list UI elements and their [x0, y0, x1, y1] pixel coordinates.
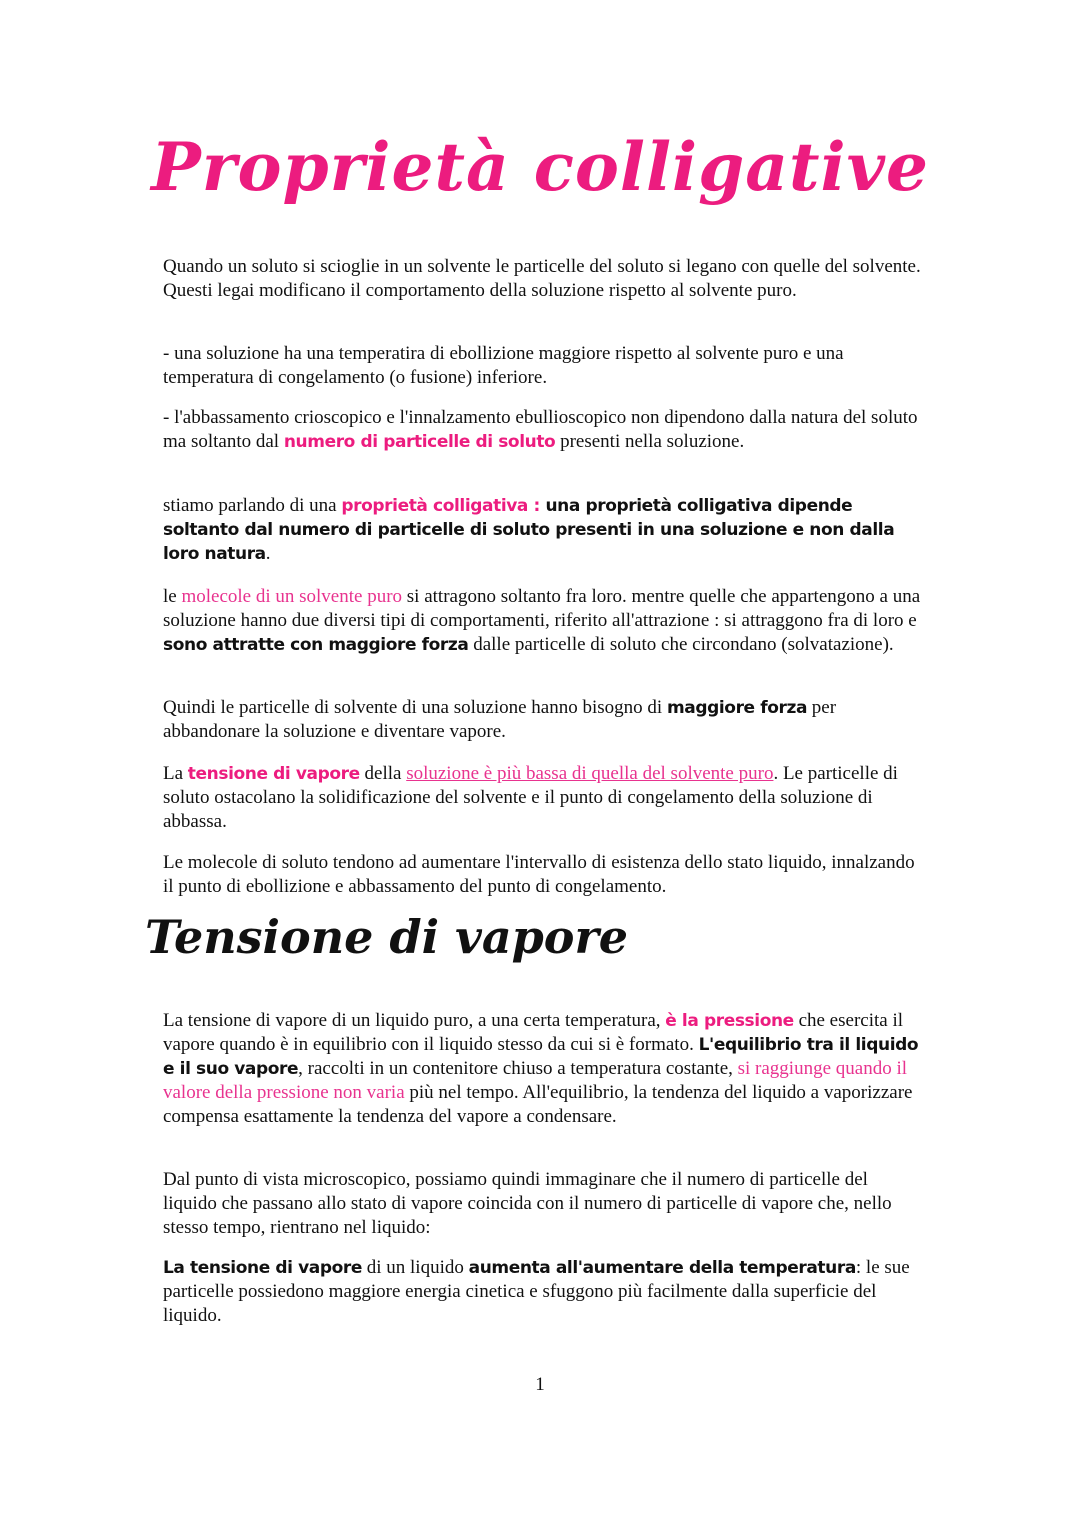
text-segment: Le molecole di soluto tendono ad aumentare l'intervallo di esistenza dello stato liquido, innalzando il punto di ebollizione e abbassamento del punto di congelamento.	[163, 852, 915, 897]
paragraph	[163, 1256, 923, 1328]
text-segment: .	[265, 543, 271, 564]
paragraph	[163, 851, 923, 899]
highlighted-text: L'equilibrio tra il liquido e il suo vapore	[163, 1035, 919, 1079]
text-segment: La tensione di vapore di un liquido puro, a una certa temperatura,	[163, 1010, 666, 1031]
page-number: 1	[535, 1374, 545, 1395]
highlighted-text: proprietà colligativa :	[341, 496, 546, 516]
highlighted-text: aumenta all'aumentare della temperatura	[468, 1258, 856, 1278]
text-segment: Quindi le particelle di solvente di una soluzione hanno bisogno di	[163, 697, 667, 718]
paragraph	[163, 585, 923, 657]
paragraph	[163, 255, 923, 303]
paragraph	[163, 342, 923, 390]
text-segment: che esercita il vapore quando è in equilibrio con il liquido stesso da cui si è formato.	[163, 1010, 903, 1055]
paragraph	[163, 696, 923, 744]
paragraph	[163, 1009, 923, 1129]
text-segment: . Le particelle di soluto ostacolano la solidificazione del solvente e il punto di congelamento della soluzione di abbassa.	[163, 763, 898, 832]
page-title: Proprietà colligative	[151, 128, 929, 206]
text-segment: le	[163, 586, 182, 607]
highlighted-text: si raggiunge quando il valore della pressione non varia	[163, 1058, 908, 1103]
highlighted-text: maggiore forza	[666, 698, 808, 718]
text-segment: della	[359, 763, 407, 784]
text-segment: più nel tempo. All'equilibrio, la tendenza del liquido a vaporizzare compensa esattamente la tendenza del vapore a condensare.	[163, 1082, 913, 1127]
text-segment: - una soluzione ha una temperatira di ebollizione maggiore rispetto al solvente puro e una temperatura di congelamento (o fusione) inferiore.	[163, 343, 844, 388]
text-segment: per abbandonare la soluzione e diventare vapore.	[163, 697, 837, 742]
text-segment: si attragono soltanto fra loro. mentre quelle che appartengono a una soluzione hanno due diversi tipi di comportamenti, riferito all'attrazione : si attraggono fra di loro e	[163, 586, 921, 631]
text-segment: di un liquido	[362, 1257, 469, 1278]
highlighted-text: una proprietà colligativa dipende soltanto dal numero di particelle di soluto presenti in una soluzione e non dalla loro natura	[163, 496, 895, 564]
text-segment: presenti nella soluzione.	[555, 431, 745, 452]
highlighted-text: La tensione di vapore	[163, 1258, 362, 1278]
text-segment: stiamo parlando di una	[163, 495, 342, 516]
highlighted-text: tensione di vapore	[187, 764, 360, 784]
paragraph	[163, 1168, 923, 1240]
text-segment: : le sue particelle possiedono maggiore energia cinetica e sfuggono più facilmente dalla superficie del liquido.	[163, 1257, 910, 1326]
highlighted-text: numero di particelle di soluto	[283, 432, 556, 452]
text-segment: Quando un soluto si scioglie in un solvente le particelle del soluto si legano con quelle del solvente. Questi legai modificano il comportamento della soluzione rispetto al solvente puro.	[163, 256, 921, 301]
text-segment: , raccolti in un contenitore chiuso a temperatura costante,	[298, 1058, 738, 1079]
highlighted-text: sono attratte con maggiore forza	[163, 635, 469, 655]
paragraph	[163, 762, 923, 834]
text-segment: La	[163, 763, 188, 784]
paragraph	[163, 494, 923, 566]
highlighted-text: è la pressione	[665, 1011, 794, 1031]
text-segment: - l'abbassamento crioscopico e l'innalzamento ebullioscopico non dipendono dalla natura del soluto ma soltanto dal	[163, 407, 918, 452]
paragraph	[163, 406, 923, 454]
highlighted-text: molecole di un solvente puro	[181, 586, 403, 607]
highlighted-text: soluzione è più bassa di quella del solvente puro	[406, 763, 774, 784]
section-heading: Tensione di vapore	[145, 910, 628, 964]
text-segment: dalle particelle di soluto che circondano (solvatazione).	[468, 634, 894, 655]
text-segment: Dal punto di vista microscopico, possiamo quindi immaginare che il numero di particelle del liquido che passano allo stato di vapore coincida con il numero di particelle di vapore che, nello stesso tempo, rientrano nel liquido:	[163, 1169, 892, 1238]
